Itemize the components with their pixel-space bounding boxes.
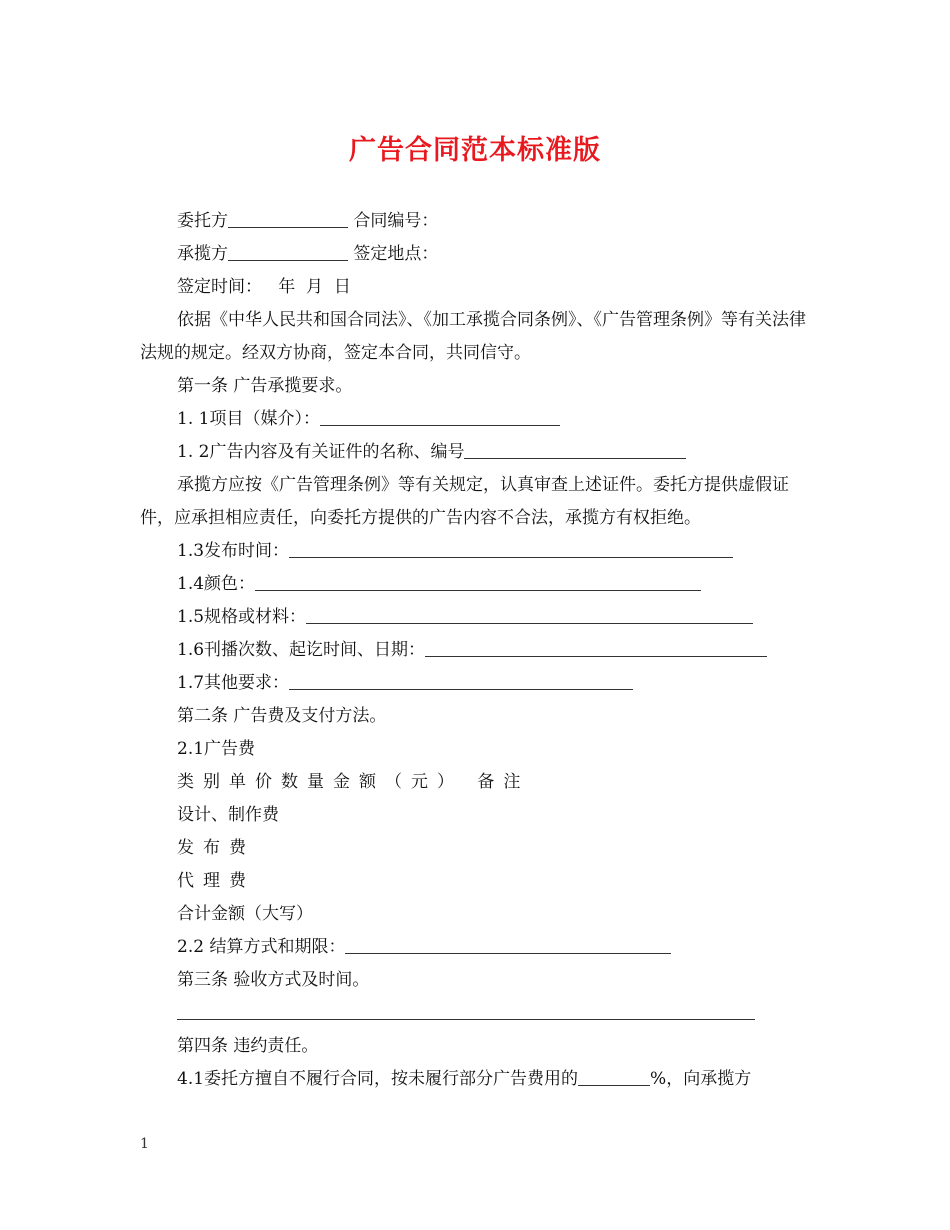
item-1-7-label: 1.7其他要求： <box>177 673 290 693</box>
item-1-4-blank <box>255 574 701 591</box>
item-2-2-label: 2.2 结算方式和期限： <box>177 937 346 957</box>
publish-fee-row: 发布费 <box>177 838 255 858</box>
contractor-line <box>140 238 820 271</box>
item-1-7-line <box>140 667 820 700</box>
document-title: 广告合同范本标准版 <box>349 135 601 166</box>
article-three-blank-line <box>140 997 820 1030</box>
sign-date-line: 签定时间： 年 月 日 <box>177 277 351 297</box>
item-1-6-blank <box>425 640 767 657</box>
article-one-heading: 第一条 广告承揽要求。 <box>177 376 353 396</box>
item-1-2-label: 1. 2广告内容及有关证件的名称、编号 <box>177 442 465 462</box>
item-2-1-line: 2.1广告费 <box>177 739 256 759</box>
item-1-3-label: 1.3发布时间： <box>177 541 290 561</box>
article-three-heading: 第三条 验收方式及时间。 <box>177 970 370 990</box>
item-1-5-blank <box>306 607 753 624</box>
contract-no-label: 合同编号： <box>348 211 439 231</box>
item-1-1-blank <box>320 409 560 426</box>
design-fee-row: 设计、制作费 <box>177 805 279 825</box>
item-4-1-blank <box>578 1069 650 1086</box>
item-1-3-blank <box>289 541 733 558</box>
page-number: 1 <box>140 1136 149 1152</box>
preamble-paragraph: 依据《中华人民共和国合同法》、《加工承揽合同条例》、《广告管理条例》等有关法律法规的规定。经双方协商，签定本合同，共同信守。 <box>140 310 806 363</box>
contractor-label: 承揽方 <box>177 244 228 264</box>
item-1-7-blank <box>289 673 633 690</box>
contract-body <box>140 205 820 1096</box>
item-1-3-line <box>140 535 820 568</box>
item-4-1-line <box>140 1063 820 1096</box>
item-2-2-line <box>140 931 820 964</box>
item-1-2-blank <box>464 442 686 459</box>
item-1-6-label: 1.6刊播次数、起讫时间、日期： <box>177 640 426 660</box>
article-two-heading: 第二条 广告费及支付方法。 <box>177 706 387 726</box>
client-label: 委托方 <box>177 211 228 231</box>
review-paragraph: 承揽方应按《广告管理条例》等有关规定，认真审查上述证件。委托方提供虚假证件，应承担相应责任，向委托方提供的广告内容不合法，承揽方有权拒绝。 <box>140 475 789 528</box>
contractor-blank <box>228 244 348 261</box>
item-1-4-line <box>140 568 820 601</box>
item-1-1-label: 1. 1项目（媒介）： <box>177 409 320 429</box>
item-1-1-line <box>140 403 820 436</box>
item-4-1-tail: %，向承揽方 <box>650 1069 752 1089</box>
client-line <box>140 205 820 238</box>
item-1-5-label: 1.5规格或材料： <box>177 607 307 627</box>
item-4-1-text: 4.1委托方擅自不履行合同，按未履行部分广告费用的 <box>177 1069 579 1089</box>
item-1-4-label: 1.4颜色： <box>177 574 256 594</box>
total-amount-row: 合计金额（大写） <box>177 904 313 924</box>
client-blank <box>228 211 348 228</box>
sign-place-label: 签定地点： <box>348 244 439 264</box>
item-1-6-line <box>140 634 820 667</box>
item-1-5-line <box>140 601 820 634</box>
item-2-2-blank <box>345 937 671 954</box>
item-1-2-line <box>140 436 820 469</box>
article-four-heading: 第四条 违约责任。 <box>177 1036 319 1056</box>
acceptance-blank <box>177 1003 755 1020</box>
fee-table-header: 类别单价数量金额（元） 备注 <box>177 772 530 792</box>
agency-fee-row: 代理费 <box>177 871 255 891</box>
